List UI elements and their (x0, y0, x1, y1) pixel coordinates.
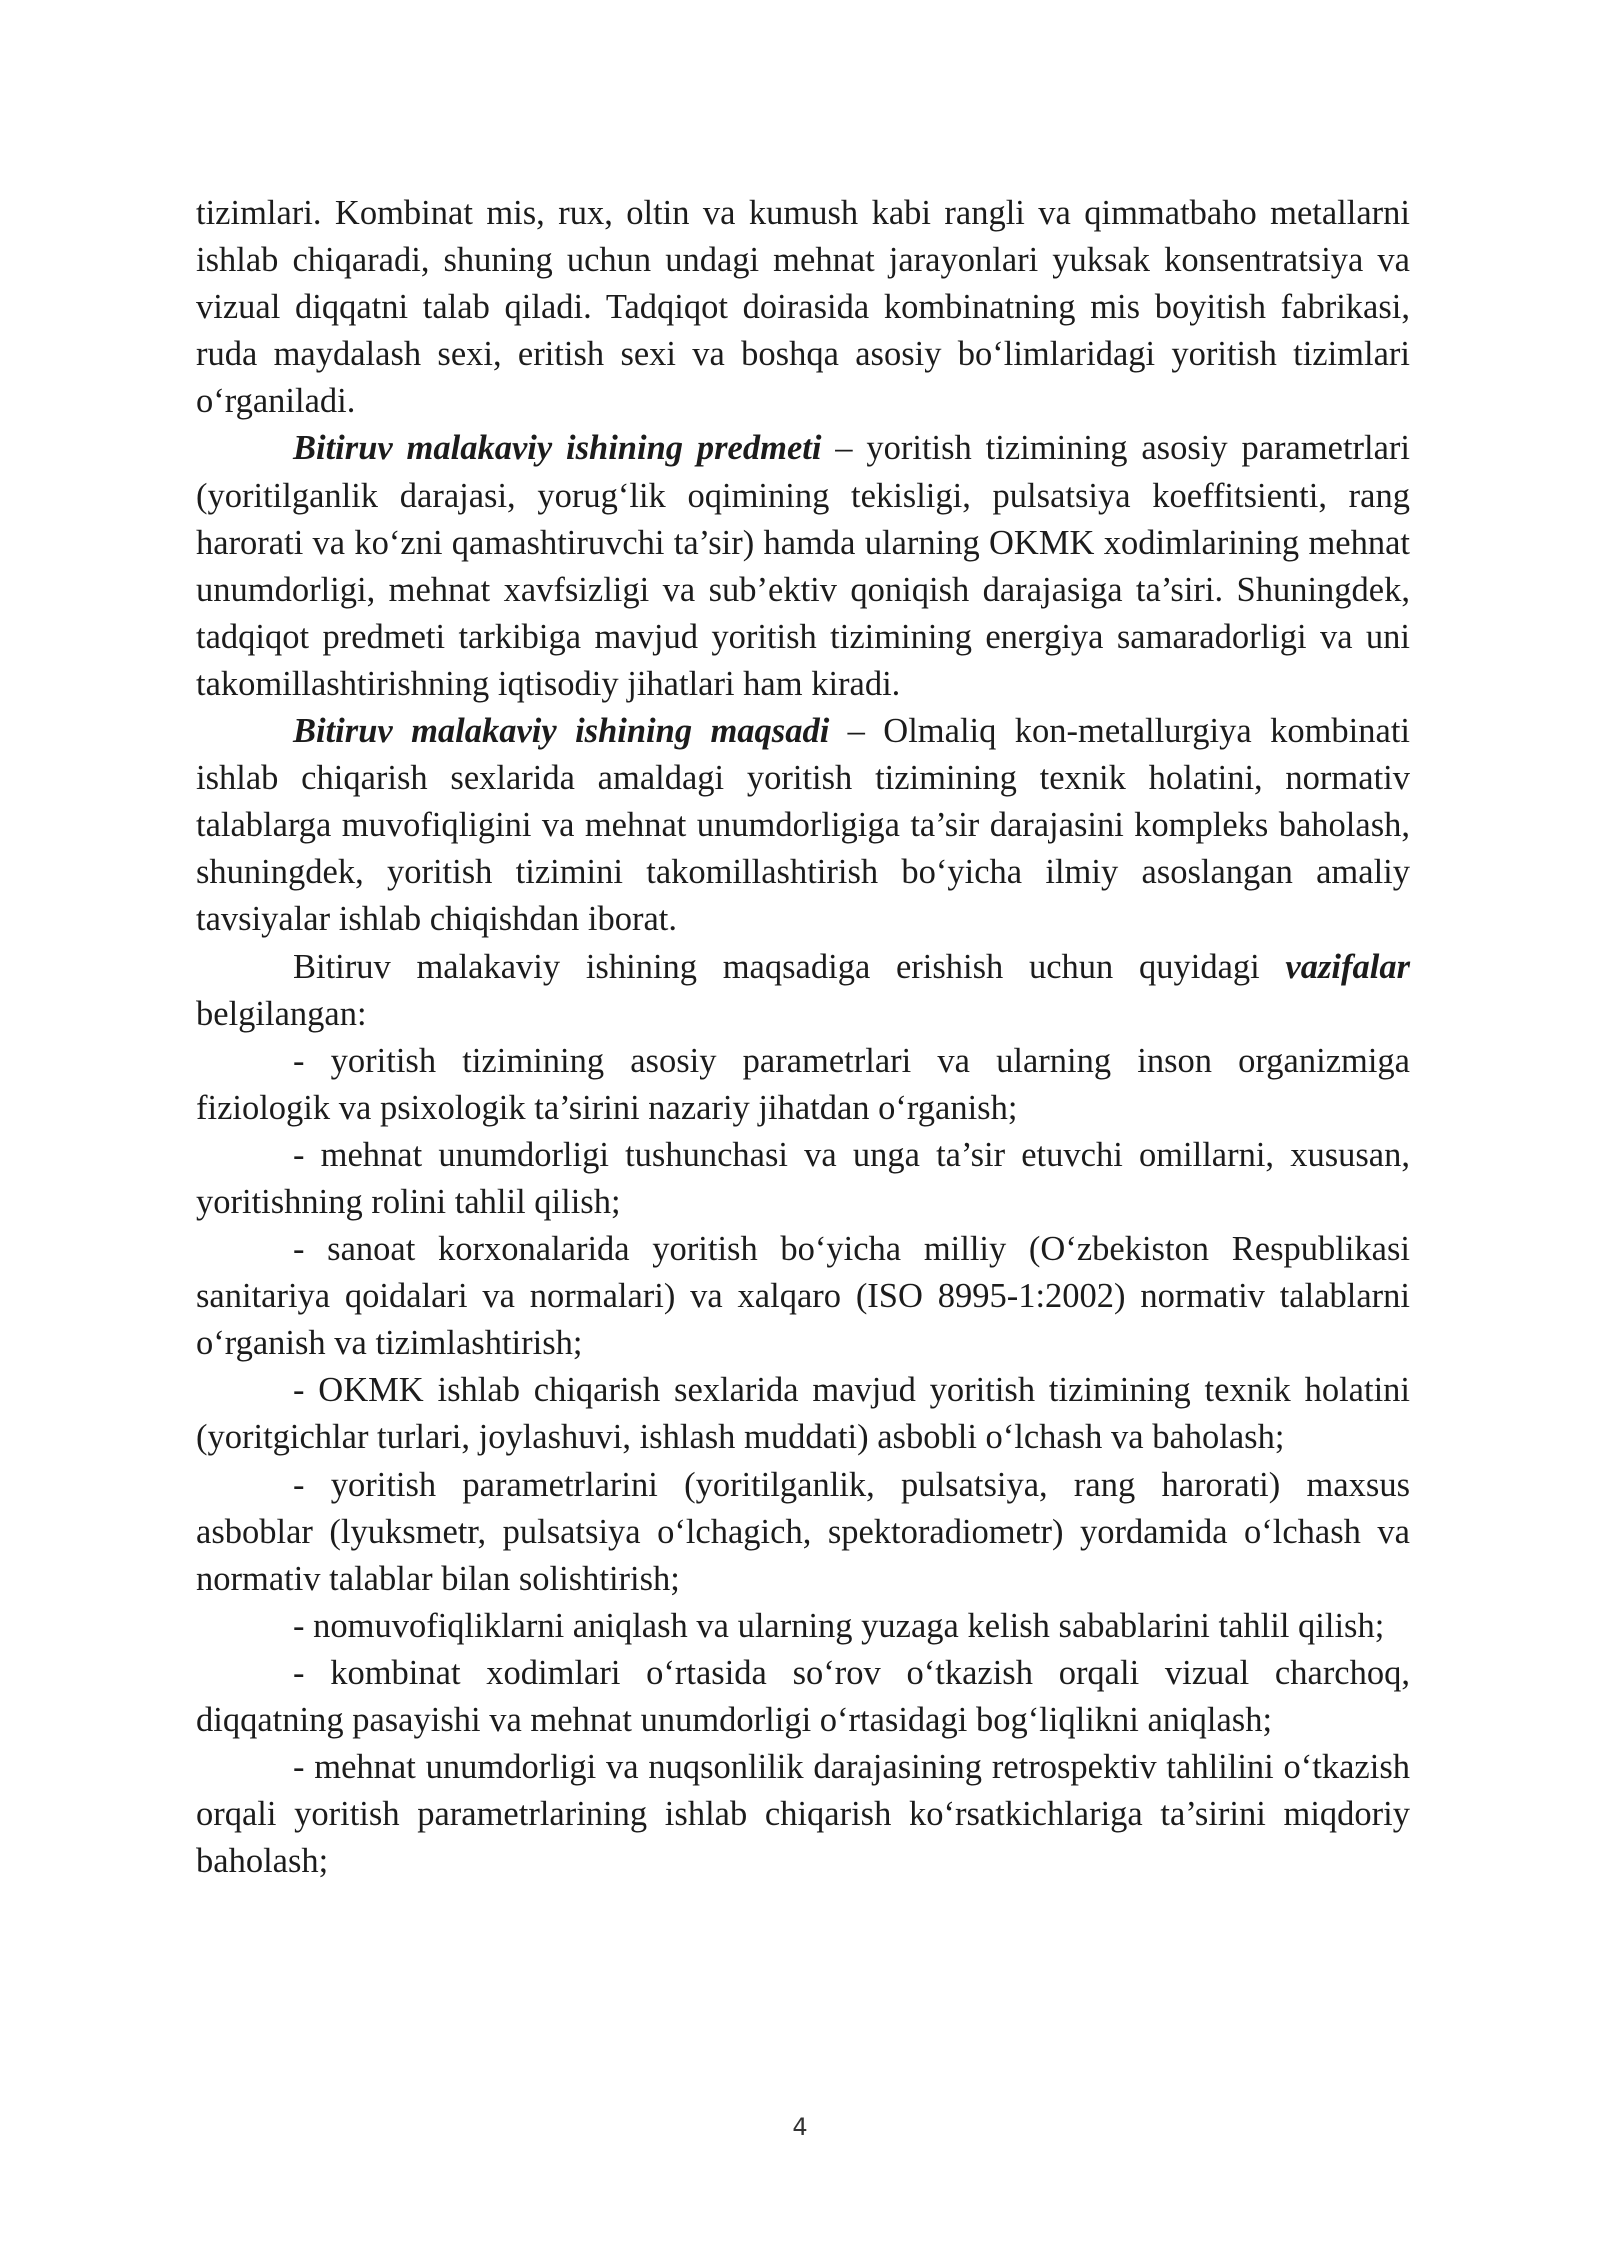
body-paragraph-12 (196, 1744, 1410, 1885)
body-paragraph-11 (196, 1650, 1410, 1744)
paragraph-text: – yoritish tizimining asosiy parametrlari (yoritilganlik darajasi, yorug‘lik oqimining tekisligi, pulsatsiya koeffitsienti, rang harorati va ko‘zni qamashtiruvchi ta’sir) hamda ularning OKMK xodimlarining mehnat unumdorligi, mehnat xavfsizligi va sub’ektiv qoniqish darajasiga ta’siri. Shuningdek, tadqiqot predmeti tarkibiga mavjud yoritish tizimining energiya samaradorligi va uni takomillashtirishning iqtisodiy jihatlari ham kiradi. (196, 429, 1410, 703)
paragraph-text: - yoritish parametrlarini (yoritilganlik, pulsatsiya, rang harorati) maxsus asboblar (lyuksmetr, pulsatsiya o‘lchagich, spektoradiometr) yordamida o‘lchash va normativ talablar bilan solishtirish; (196, 1465, 1410, 1598)
paragraph-text: - sanoat korxonalarida yoritish bo‘yicha milliy (O‘zbekiston Respublikasi sanitariya qoidalari va normalari) va xalqaro (ISO 8995-1:2002) normativ talablarni o‘rganish va tizimlashtirish; (196, 1230, 1410, 1363)
document-body (196, 190, 1410, 1885)
paragraph-text: tizimlari. Kombinat mis, rux, oltin va kumush kabi rangli va qimmatbaho metallarni ishlab chiqaradi, shuning uchun undagi mehnat jarayonlari yuksak konsentratsiya va vizual diqqatni talab qiladi. Tadqiqot doirasida kombinatning mis boyitish fabrikasi, ruda maydalash sexi, eritish sexi va boshqa asosiy bo‘limlaridagi yoritish tizimlari o‘rganiladi. (196, 194, 1410, 421)
paragraph-text: - yoritish tizimining asosiy parametrlari va ularning inson organizmiga fiziologik va psixologik ta’sirini nazariy jihatdan o‘rganish; (196, 1041, 1410, 1127)
paragraph-text: Bitiruv malakaviy ishining maqsadiga erishish uchun quyidagi (293, 947, 1286, 986)
body-paragraph-2 (196, 425, 1410, 708)
body-paragraph-5 (196, 1038, 1410, 1132)
body-paragraph-3 (196, 708, 1410, 943)
emphasized-term: Bitiruv malakaviy ishining predmeti (293, 429, 822, 468)
body-paragraph-6 (196, 1132, 1410, 1226)
body-paragraph-1 (196, 190, 1410, 425)
body-paragraph-8 (196, 1367, 1410, 1461)
body-paragraph-7 (196, 1226, 1410, 1367)
emphasized-term: vazifalar (1285, 947, 1410, 986)
body-paragraph-9 (196, 1462, 1410, 1603)
body-paragraph-4 (196, 944, 1410, 1038)
paragraph-text: - mehnat unumdorligi tushunchasi va unga ta’sir etuvchi omillarni, xususan, yoritishning rolini tahlil qilish; (196, 1135, 1410, 1221)
emphasized-term: Bitiruv malakaviy ishining maqsadi (293, 712, 830, 751)
paragraph-text: - mehnat unumdorligi va nuqsonlilik darajasining retrospektiv tahlilini o‘tkazish orqali yoritish parametrlarining ishlab chiqarish ko‘rsatkichlariga ta’sirini miqdoriy baholash; (196, 1748, 1410, 1881)
page-number: 4 (792, 2113, 808, 2141)
paragraph-text: - OKMK ishlab chiqarish sexlarida mavjud yoritish tizimining texnik holatini (yoritgichlar turlari, joylashuvi, ishlash muddati) asbobli o‘lchash va baholash; (196, 1371, 1410, 1457)
paragraph-text: - nomuvofiqliklarni aniqlash va ularning yuzaga kelish sabablarini tahlil qilish; (293, 1606, 1385, 1645)
paragraph-text: - kombinat xodimlari o‘rtasida so‘rov o‘tkazish orqali vizual charchoq, diqqatning pasayishi va mehnat unumdorligi o‘rtasidagi bog‘liqlikni aniqlash; (196, 1653, 1410, 1739)
body-paragraph-10 (196, 1603, 1410, 1650)
paragraph-text: – Olmaliq kon-metallurgiya kombinati ishlab chiqarish sexlarida amaldagi yoritish tizimining texnik holatini, normativ talablarga muvofiqligini va mehnat unumdorligiga ta’sir darajasini kompleks baholash, shuningdek, yoritish tizimini takomillashtirish bo‘yicha ilmiy asoslangan amaliy tavsiyalar ishlab chiqishdan iborat. (196, 712, 1410, 939)
paragraph-text: belgilangan: (196, 994, 367, 1033)
